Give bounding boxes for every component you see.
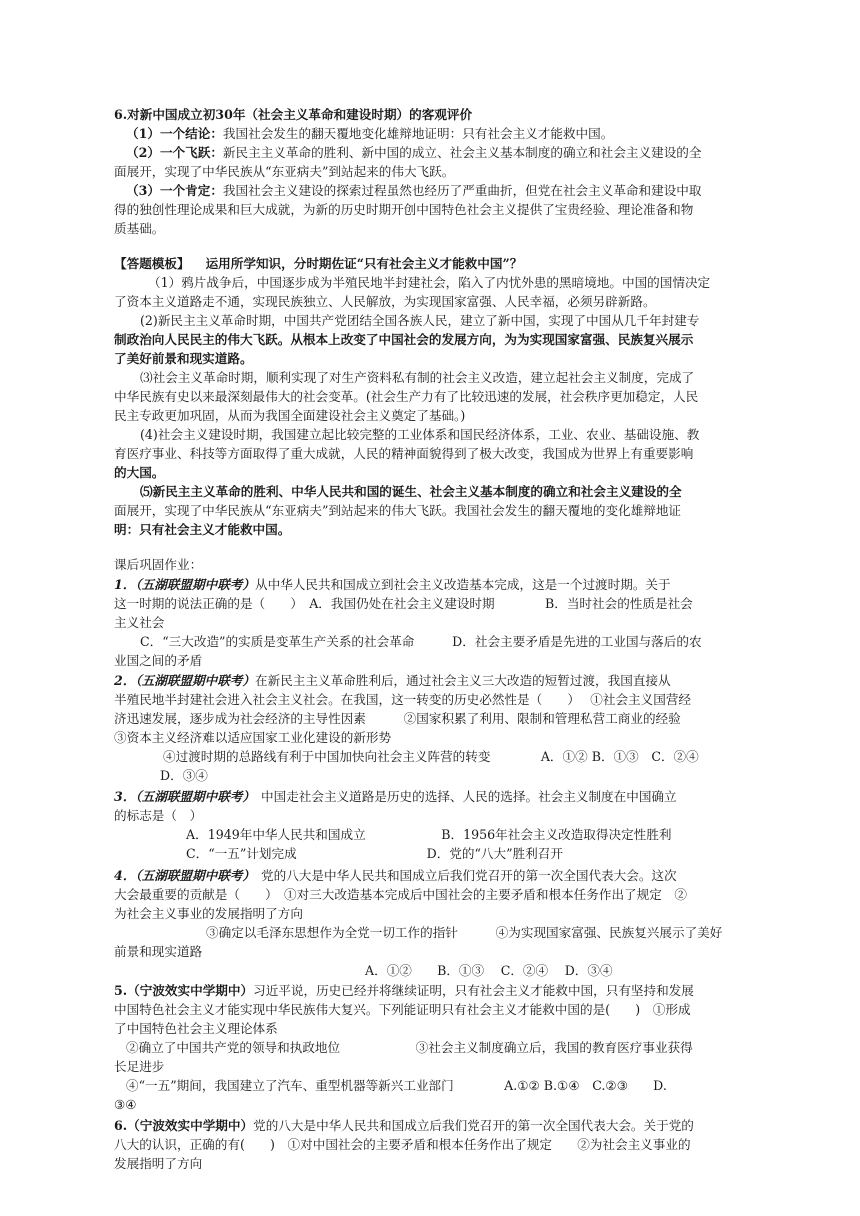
question-text: 习近平说，历史已经并将继续证明，只有社会主义才能救中国，只有坚持和发展: [253, 983, 694, 998]
section6-point-1: [126, 124, 613, 143]
template-item-5-cont: 面展开，实现了中华民族从“东亚病夫”到站起来的伟大飞跃。我国社会发生的翻天覆地的变化雄辩地证: [114, 503, 682, 518]
question-5: [114, 981, 694, 1000]
point-text: 新民主主义革命的胜利、新中国的成立、社会主义基本制度的确立和社会主义建设的全: [222, 145, 702, 160]
template-item-3: ⑶社会主义革命时期，顺利实现了对生产资料私有制的社会主义改造，建立起社会主义制度，完成了: [140, 370, 695, 385]
section6-point-2: [126, 143, 701, 162]
template-item-1-cont: 了资本主义道路走不通，实现民族独立、人民解放，为实现国家富强、人民幸福，必须另辟新路。: [114, 294, 656, 309]
answer-template-heading: [114, 254, 522, 273]
question-3-line: 的标志是（ ）: [114, 808, 203, 823]
question-5-line: ②确立了中国共产党的领导和执政地位 ③社会主义制度确立后，我国的教育医疗事业获得: [126, 1040, 693, 1055]
section6-point-3: [126, 181, 701, 200]
question-4-options: A．①② B．①③ C．②④ D．③④: [365, 963, 613, 978]
question-5-line: 中国特色社会主义才能实现中华民族伟大复兴。下列能证明只有社会主义才能救中国的是( ) ①形成: [114, 1002, 691, 1017]
section6-title: 6.对新中国成立初30年（社会主义革命和建设时期）的客观评价: [114, 107, 473, 122]
template-label: 【答题模板】: [114, 256, 190, 271]
question-2-options: ④过渡时期的总路线有利于中国加快向社会主义阵营的转变 A．①② B．①③ C．②④: [163, 749, 699, 764]
template-item-5: ⑸新民主主义革命的胜利、中华人民共和国的诞生、社会主义基本制度的确立和社会主义建设的全: [140, 484, 682, 499]
section6-point-3-cont: 质基础。: [114, 221, 165, 236]
question-text: 党的八大是中华人民共和国成立后我们党召开的第一次全国代表大会。这次: [261, 868, 677, 883]
question-4-line: ③确定以毛泽东思想作为全党一切工作的指针 ④为实现国家富强、民族复兴展示了美好: [206, 925, 723, 940]
template-item-5-cont: 明：只有社会主义才能救中国。: [114, 522, 291, 537]
question-2-option-d: D．③④: [160, 768, 208, 783]
section6-point-2-cont: 面展开，实现了中华民族从“东亚病夫”到站起来的伟大飞跃。: [114, 164, 455, 179]
template-item-3-cont: 中华民族有史以来最深刻最伟大的社会变革。(社会生产力有了比较迅速的发展，社会秩序更加稳定，人民: [114, 389, 699, 404]
question-1-line: 主义社会: [114, 615, 165, 630]
homework-heading: 课后巩固作业：: [114, 557, 203, 572]
question-4-line: 为社会主义事业的发展指明了方向: [114, 906, 303, 921]
point-label: （2）一个飞跃：: [126, 145, 223, 160]
question-4: [114, 866, 677, 885]
question-text: 在新民主主义革命胜利后，通过社会主义三大改造的短暂过渡，我国直接从: [255, 673, 671, 688]
template-item-4: (4)社会主义建设时期，我国建立起比较完整的工业体系和国民经济体系，工业、农业、基础设施、教: [140, 427, 700, 442]
question-5-options: ④“一五”期间，我国建立了汽车、重型机器等新兴工业部门 A.①② B.①④ C.②③ D.: [126, 1078, 667, 1093]
question-1: [114, 575, 671, 594]
section6-point-3-cont: 得的独创性理论成果和巨大成就，为新的历史时期开创中国特色社会主义提供了宝贵经验、理论准备和物: [114, 202, 694, 217]
template-item-2: (2)新民主主义革命时期，中国共产党团结全国各族人民，建立了新中国，实现了中国从几千年封建专: [140, 313, 700, 328]
question-1-line: 业国之间的矛盾: [114, 653, 203, 668]
point-label: （1）一个结论：: [126, 126, 223, 141]
question-2-line: ③资本主义经济难以适应国家工业化建设的新形势: [114, 730, 392, 745]
point-text: 我国社会主义建设的探索过程虽然也经历了严重曲折，但党在社会主义革命和建设中取: [222, 183, 702, 198]
question-source: 4．（五湖联盟期中联考）: [114, 868, 255, 883]
template-item-4-cont: 的大国。: [114, 465, 165, 480]
question-5-option-d: ③④: [114, 1097, 137, 1112]
template-item-1: （1）鸦片战争后，中国逐步成为半殖民地半封建社会，陷入了内忧外患的黑暗境地。中国的国情决定: [148, 275, 711, 290]
question-2: [114, 671, 671, 690]
question-3-options-cd: C．“一五”计划完成 D．党的“八大”胜利召开: [186, 846, 563, 861]
point-label: （3）一个肯定：: [126, 183, 223, 198]
template-item-3-cont: 民主专政更加巩固，从而为我国全面建设社会主义奠定了基础。): [114, 408, 466, 423]
question-5-line: 了中国特色社会主义理论体系: [114, 1021, 278, 1036]
question-source: 5.（宁波效实中学期中）: [114, 983, 254, 998]
question-6-line: 发展指明了方向: [114, 1156, 203, 1171]
question-source: 3．（五湖联盟期中联考）: [114, 789, 255, 804]
question-text: 党的八大是中华人民共和国成立后我们党召开的第一次全国代表大会。关于党的: [253, 1118, 694, 1133]
question-4-line: 大会最重要的贡献是（ ） ①对三大改造基本完成后中国社会的主要矛盾和根本任务作出了规定 ②: [114, 887, 688, 902]
question-6-line: 八大的认识，正确的有( ) ①对中国社会的主要矛盾和根本任务作出了规定 ②为社会主义事业的: [114, 1137, 691, 1152]
question-6: [114, 1116, 694, 1135]
question-3: [114, 787, 677, 806]
point-text: 我国社会发生的翻天覆地变化雄辩地证明：只有社会主义才能救中国。: [222, 126, 614, 141]
question-2-line: 济迅速发展，逐步成为社会经济的主导性因素 ②国家积累了利用、限制和管理私营工商业的经验: [114, 711, 681, 726]
template-question: 运用所学知识，分时期佐证“只有社会主义才能救中国”？: [205, 256, 523, 271]
question-text: 从中华人民共和国成立到社会主义改造基本完成，这是一个过渡时期。关于: [255, 577, 671, 592]
question-5-line: 长足进步: [114, 1059, 165, 1074]
question-4-line: 前景和现实道路: [114, 944, 203, 959]
question-source: 1．（五湖联盟期中联考）: [114, 577, 255, 592]
question-text: 中国走社会主义道路是历史的选择、人民的选择。社会主义制度在中国确立: [261, 789, 677, 804]
question-3-options-ab: A．1949年中华人民共和国成立 B．1956年社会主义改造取得决定性胜利: [186, 827, 672, 842]
template-item-2-cont: 了美好前景和现实道路。: [114, 351, 253, 366]
question-2-line: 半殖民地半封建社会进入社会主义社会。在我国，这一转变的历史必然性是（ ） ①社会主义国营经: [114, 692, 692, 707]
question-1-option-cd: C．“三大改造”的实质是变革生产关系的社会革命 D．社会主要矛盾是先进的工业国与落后的农: [140, 634, 702, 649]
template-item-4-cont: 育医疗事业、科技等方面取得了重大成就，人民的精神面貌得到了极大改变，我国成为世界上有重要影响: [114, 446, 694, 461]
question-source: 6.（宁波效实中学期中）: [114, 1118, 254, 1133]
question-source: 2．（五湖联盟期中联考）: [114, 673, 255, 688]
template-item-2-cont: 制政治向人民民主的伟大飞跃。从根本上改变了中国社会的发展方向，为为实现国家富强、民族复兴展示: [114, 332, 694, 347]
question-1-line: 这一时期的说法正确的是（ ） A．我国仍处在社会主义建设时期 B．当时社会的性质是社会: [114, 596, 693, 611]
